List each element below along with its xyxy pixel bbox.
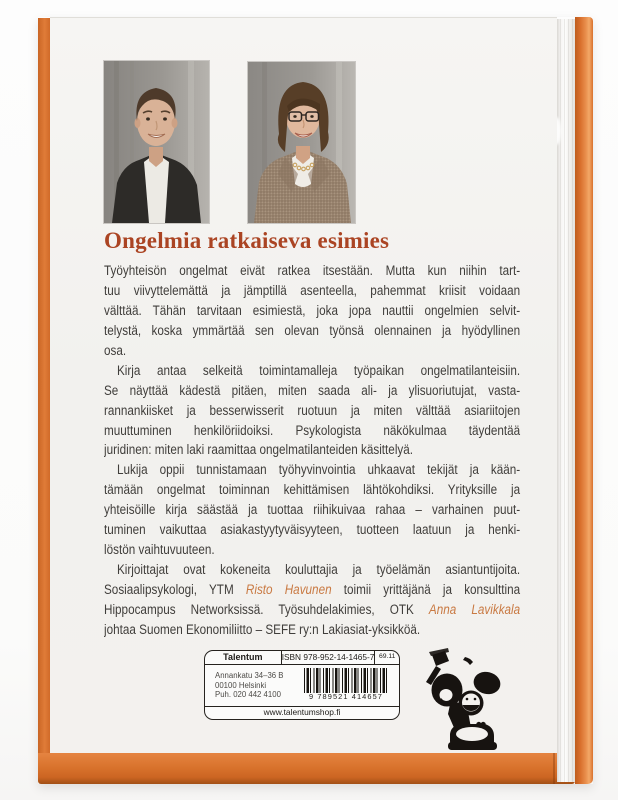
back-cover-paragraphs xyxy=(104,263,520,642)
female-portrait-illustration xyxy=(248,62,355,223)
paragraph xyxy=(104,562,520,642)
text-line: välttää. Tähän tarvitaan esimiestä, joka jopa nauttii ongelmien selvit- xyxy=(104,302,521,318)
isbn-label: ISBN 978-952-14-1465-7 xyxy=(281,652,375,662)
ean-barcode xyxy=(304,668,388,693)
cover-bottom-crease xyxy=(553,753,555,784)
author-name: Anna Lavikkala xyxy=(428,601,521,617)
text-line: johtaa Suomen Ekonomiliitto – SEFE ry:n Lakiasiat-yksikköä. xyxy=(104,621,421,637)
text-line: tuu viivyttelemättä ja jämptillä asenteella, pahemmat kriisit voidaan xyxy=(104,282,521,298)
text-line: Lukija oppii tunnistamaan työhyvinvointia uhkaavat tekijät ja kään- xyxy=(117,462,521,478)
publisher-box-header xyxy=(205,651,399,665)
paragraph xyxy=(104,263,520,363)
publisher-box-body xyxy=(205,665,399,706)
publisher-name: Talentum xyxy=(205,651,282,664)
gasmask-stamp-icon xyxy=(415,646,515,761)
text-line: osa. xyxy=(104,342,127,358)
address-line: Annankatu 34–36 B xyxy=(215,671,284,680)
text-line: muuttuminen henkilöriidoiksi. Psykologista näkökulmaa täydentää xyxy=(104,422,521,438)
back-cover-panel xyxy=(50,17,557,753)
address-line: 00100 Helsinki xyxy=(215,680,267,690)
text-line: juridinen: miten laki raamittaa ongelmatilanteiden käsittelyä. xyxy=(104,442,414,458)
text-line: tämään ongelmat toiminnan kehittämisen lähtökohdiksi. Yrityksille ja xyxy=(104,482,521,498)
text-line: Työyhteisön ongelmat eivät ratkea itsestään. Mutta kun niihin tart- xyxy=(104,263,521,278)
barcode-area xyxy=(293,665,399,706)
text-line: Kirjoittajat ovat kokeneita kouluttajia ja työelämän asiantuntijoita. xyxy=(117,562,521,578)
male-author-portrait xyxy=(104,61,209,223)
publisher-website: www.talentumshop.fi xyxy=(205,706,399,719)
book-back-cover xyxy=(38,17,593,784)
text-line: yhteisöille kirja säästää ja tuottaa riihikuivaa rahaa – varhainen puut- xyxy=(104,502,521,518)
author-name: Risto Havunen xyxy=(245,582,332,597)
paragraph xyxy=(104,462,520,562)
barcode-number: 9 789521 414657 xyxy=(308,692,384,701)
text-line: telystä, koska ymmärtää sen olevan työnsä olennainen ja hyödyllinen xyxy=(104,322,521,338)
text-line: Se näyttää kädestä pitäen, miten saada ali- ja ylisuoriutujat, vasta- xyxy=(104,382,521,398)
text-line: rannankiisket ja besserwisserit ruotuun ja miten välttää asiariitojen xyxy=(104,402,521,418)
text-line: löstön vaihtuvuuteen. xyxy=(104,542,215,558)
address-line: Puh. 020 442 4100 xyxy=(215,690,281,700)
text-line: tuminen vaikuttaa asiakastyytyväisyyteen, tuotteen laatuun ja henki- xyxy=(104,522,521,538)
publisher-address xyxy=(205,665,293,706)
male-portrait-illustration xyxy=(104,61,209,223)
book-title: Ongelmia ratkaiseva esimies xyxy=(104,228,390,253)
cover-left-orange-edge xyxy=(38,18,50,754)
text-line: Hippocampus Networksissä. Työsuhdelakimies, OTK Anna Lavikkala xyxy=(104,601,521,617)
publisher-barcode-box xyxy=(204,650,400,720)
paragraph xyxy=(104,363,520,463)
book-spine xyxy=(575,17,593,784)
text-line: Kirja antaa selkeitä toimintamalleja työpaikan ongelmatilanteisiin. xyxy=(117,362,521,378)
text-line: Sosiaalipsykologi, YTM Risto Havunen toimii yrittäjänä ja konsulttina xyxy=(104,582,521,597)
ink-stamp-illustration xyxy=(415,646,515,761)
classification-code: 69.11 xyxy=(374,651,399,664)
female-author-portrait xyxy=(248,62,355,223)
